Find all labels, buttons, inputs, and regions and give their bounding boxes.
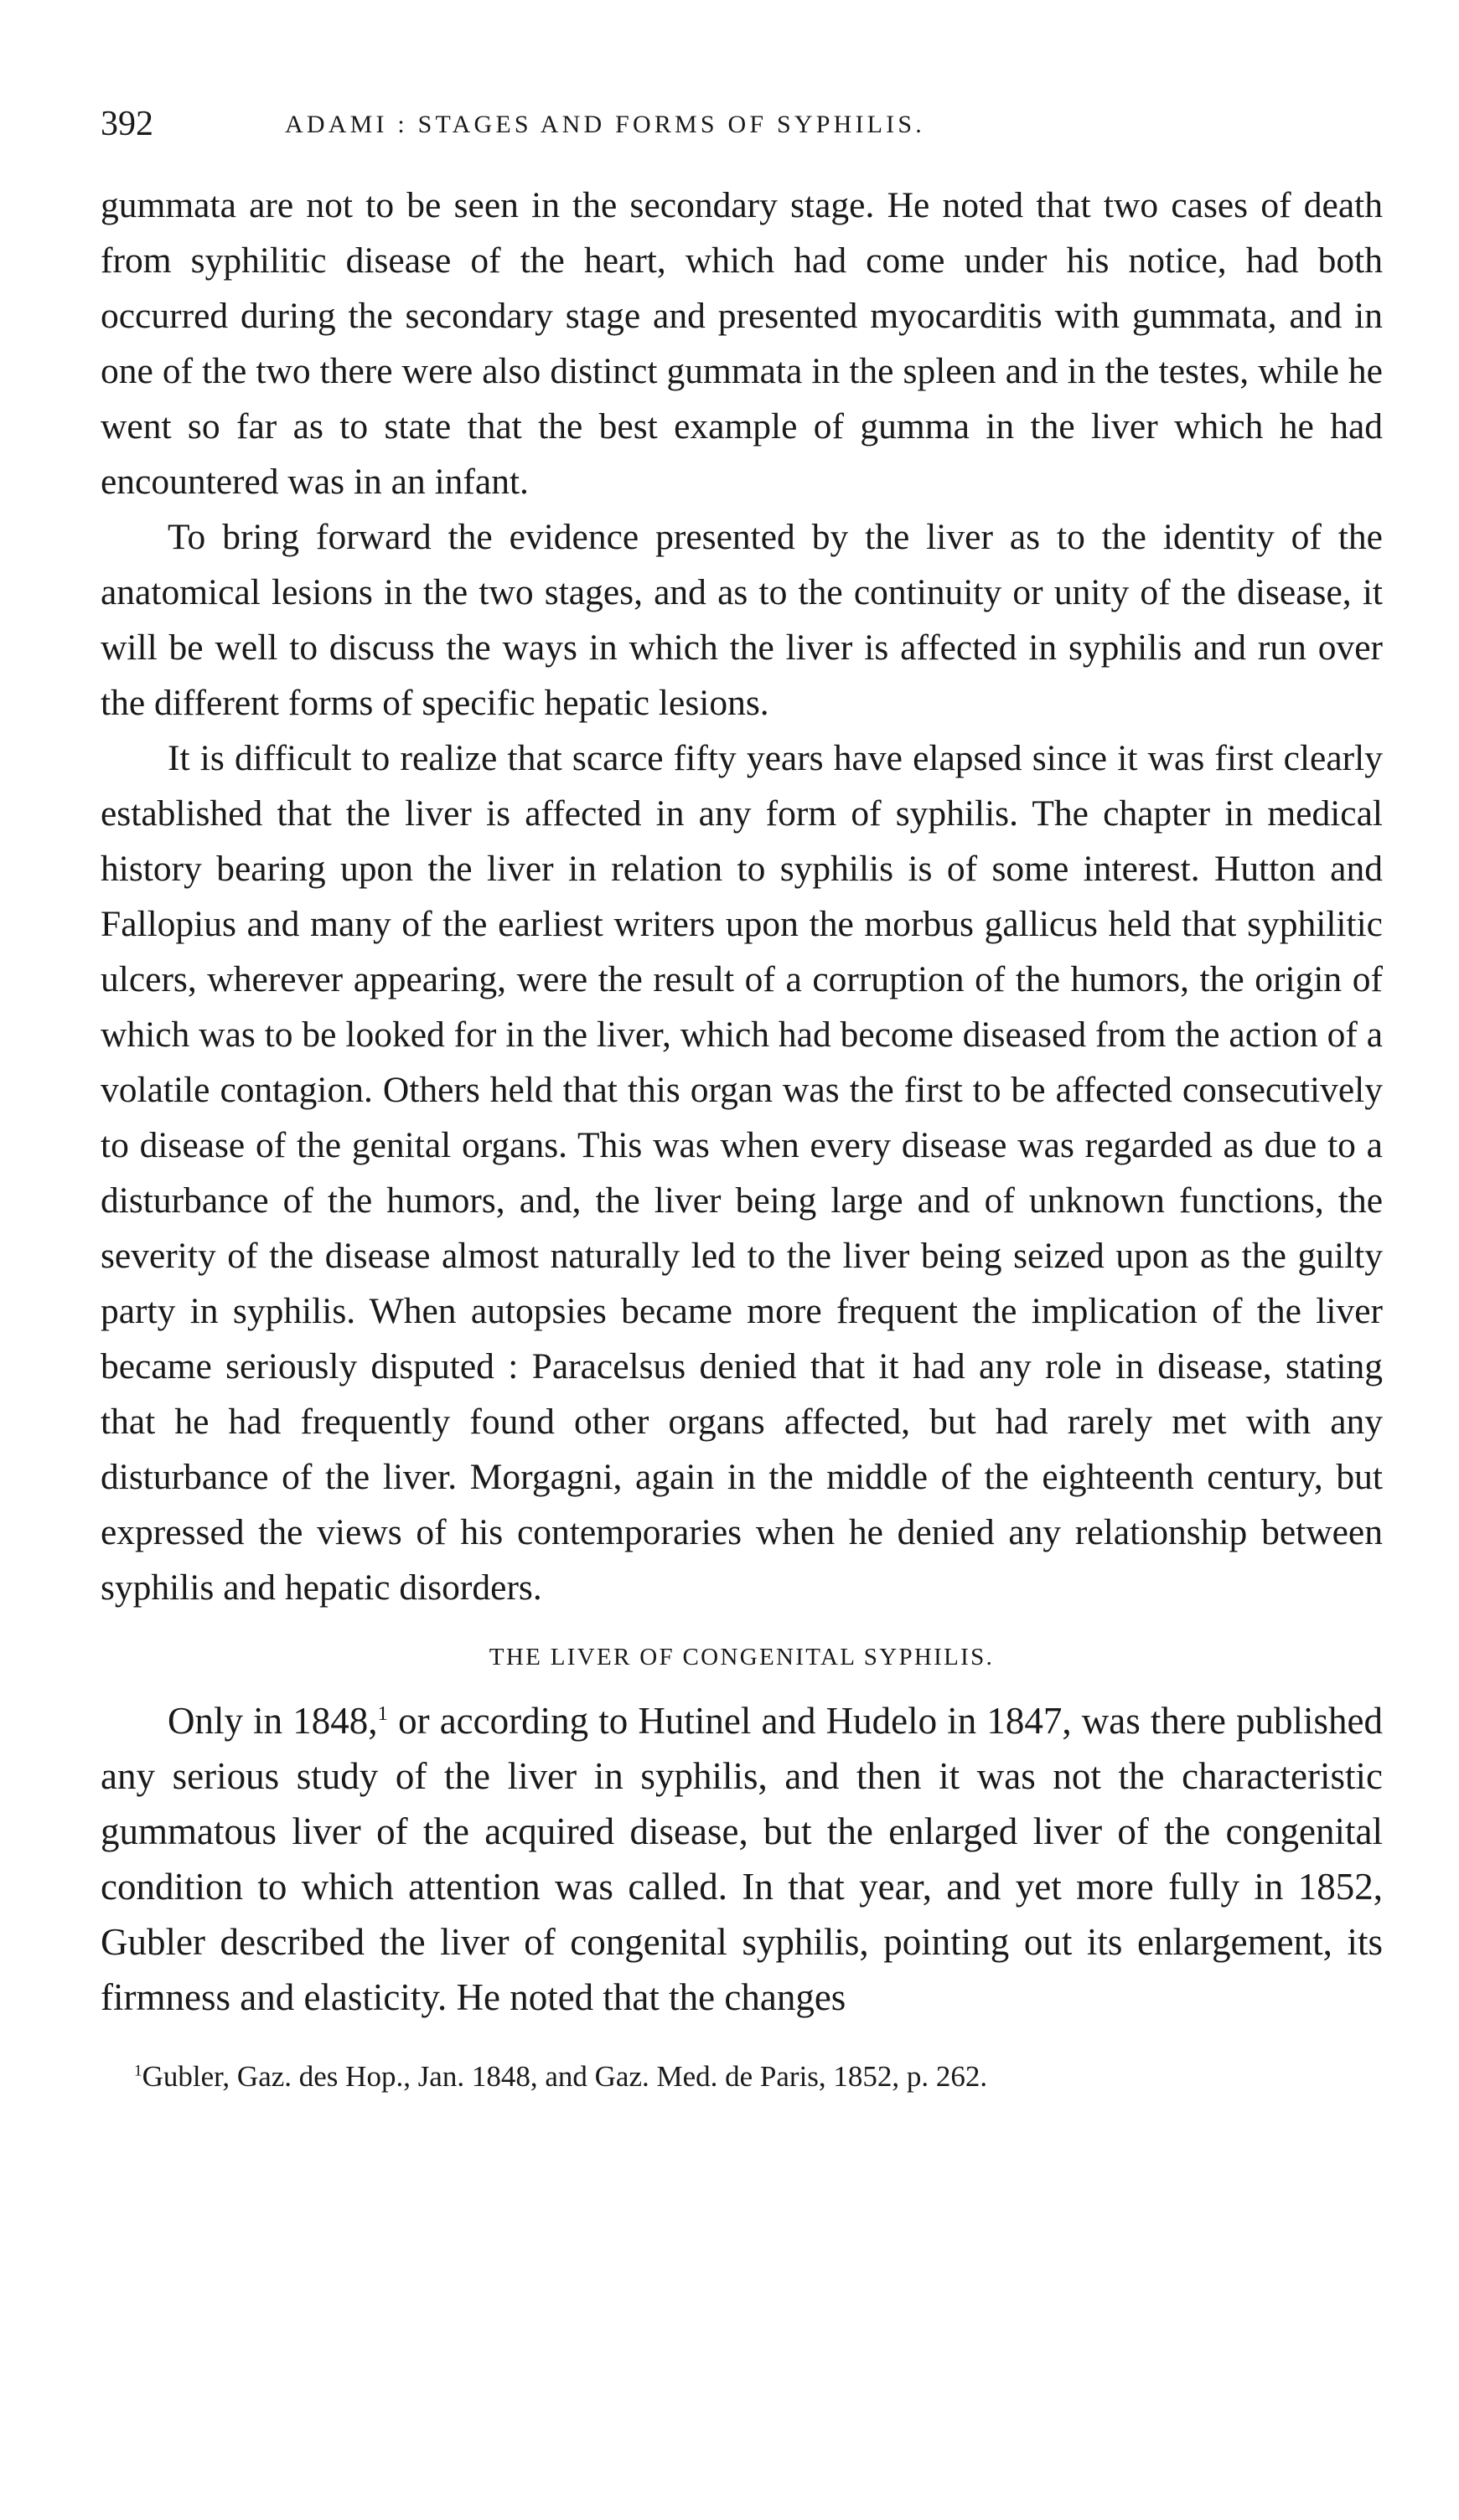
paragraph-1: gummata are not to be seen in the secondary stage. He noted that two cases of death from syphilitic disease of the heart, which had come under his notice, had both occurred during the secondary stage and presented myocarditis with gummata, and in one of the two there were also distinct gummata in the spleen and in the testes, while he went so far as to state that the best example of gumma in the liver which he had encountered was in an infant. [101, 185, 1383, 502]
paragraph-4-rest: or according to Hutinel and Hudelo in 1847, was there published any serious study of the liver in syphilis, and then it was not the characteristic gummatous liver of the acquired disease, but the enlarged liver of the congenital condition to which attention was called. In that year, and yet more fully in 1852, Gubler described the liver of congenital syphilis, pointing out its enlargement, its firmness and elasticity. He noted that the changes [101, 1700, 1383, 2018]
body-text [101, 178, 1383, 1615]
footnote-reference: 1 [377, 1702, 388, 1725]
paragraph-3: It is difficult to realize that scarce fifty years have elapsed since it was first clearly established that the liver is affected in any form of syphilis. The chapter in medical history bearing upon the liver in relation to syphilis is of some interest. Hutton and Fallopius and many of the earliest writers upon the morbus gallicus held that syphilitic ulcers, wherever appearing, were the result of a corruption of the humors, the origin of which was to be looked for in the liver, which had become diseased from the action of a volatile contagion. Others held that this organ was the first to be affected consecutively to disease of the genital organs. This was when every disease was regarded as due to a disturbance of the humors, and, the liver being large and of unknown functions, the severity of the disease almost naturally led to the liver being seized upon as the guilty party in syphilis. When autopsies became more frequent the implication of the liver became seriously disputed : Paracelsus denied that it had any role in disease, stating that he had frequently found other organs affected, but had rarely met with any disturbance of the liver. Morgagni, again in the middle of the eighteenth century, but expressed the views of his contemporaries when he denied any relationship between syphilis and hepatic disorders. [101, 738, 1383, 1608]
page-number: 392 [101, 105, 153, 143]
section-heading: THE LIVER OF CONGENITAL SYPHILIS. [489, 1644, 995, 1671]
footnote-text: Gubler, Gaz. des Hop., Jan. 1848, and Gaz. Med. de Paris, 1852, p. 262. [142, 2060, 988, 2093]
footnote-marker: 1 [134, 2062, 142, 2080]
book-page [101, 92, 1383, 2488]
paragraph-4 [101, 1693, 1383, 2025]
running-title: ADAMI : STAGES AND FORMS OF SYPHILIS. [285, 111, 925, 138]
footnote [101, 2058, 1383, 2095]
section-body [101, 1693, 1383, 2025]
paragraph-2: To bring forward the evidence presented by the liver as to the identity of the anatomical lesions in the two stages, and as to the continuity or unity of the disease, it will be well to discuss the ways in which the liver is affected in syphilis and run over the different forms of specific hepatic lesions. [101, 517, 1383, 723]
paragraph-4-start: Only in 1848, [168, 1700, 378, 1742]
running-head [101, 92, 1383, 159]
